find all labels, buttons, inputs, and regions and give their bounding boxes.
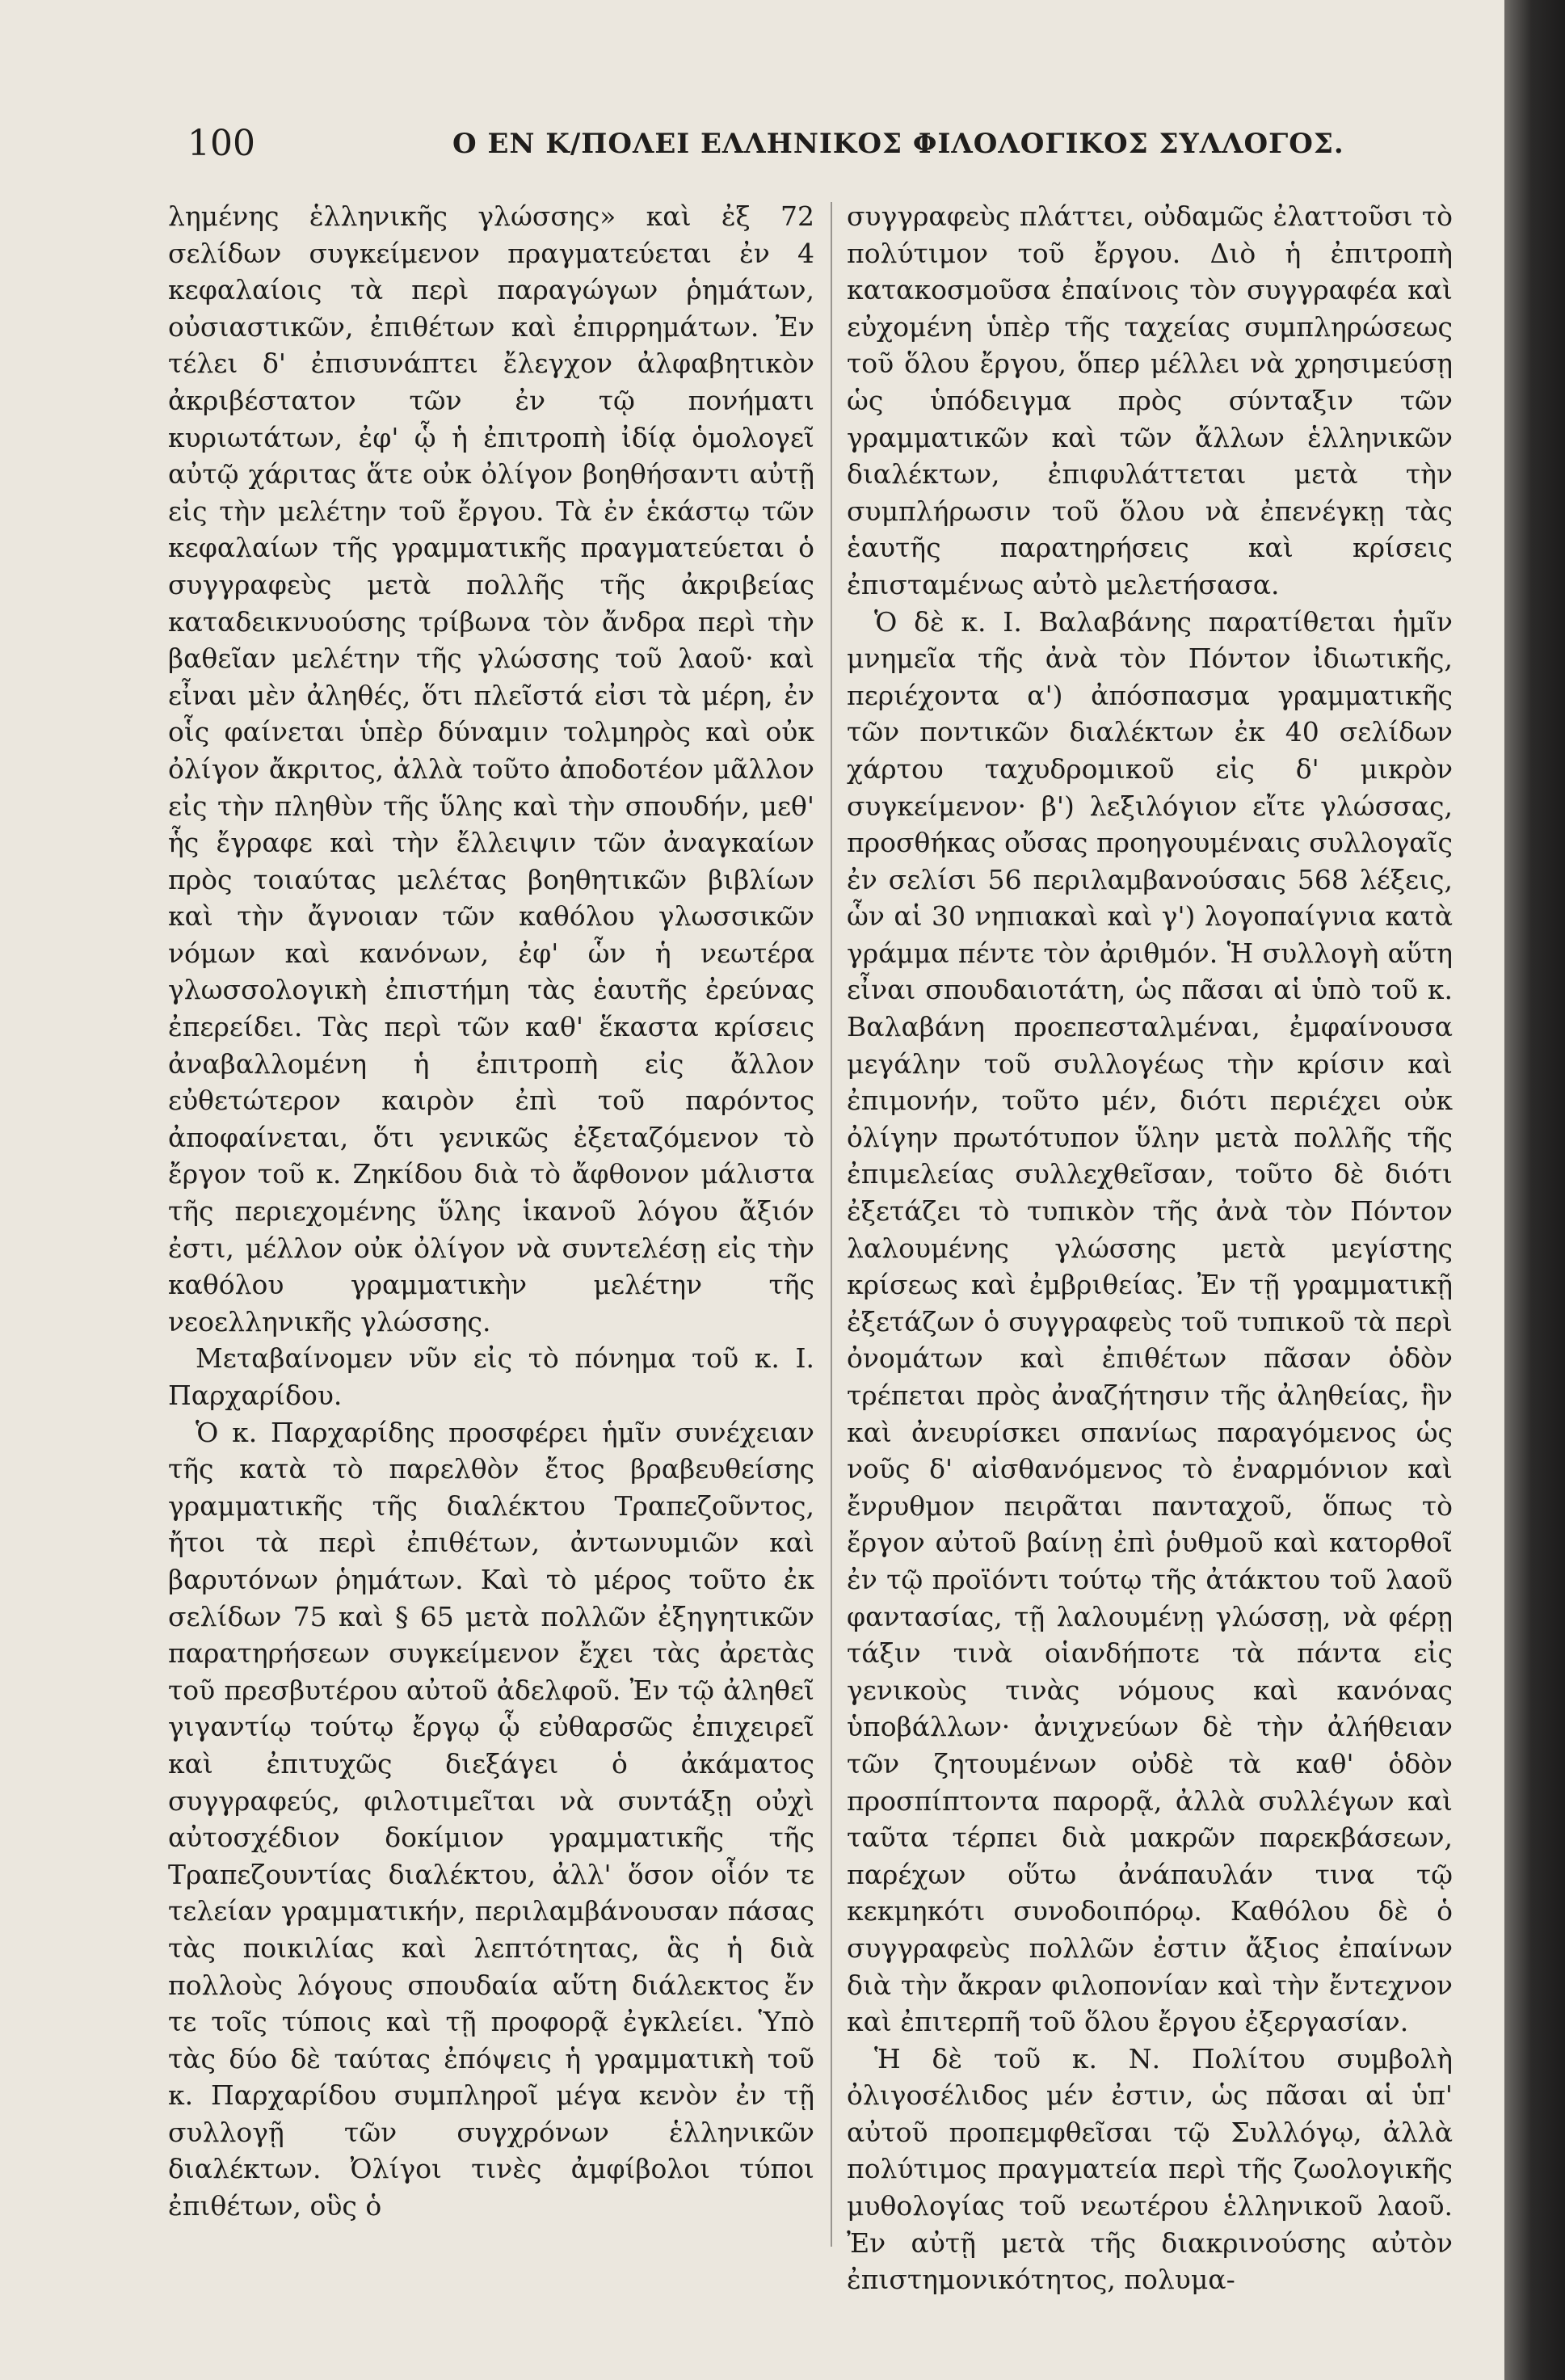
book-spine-shadow xyxy=(1504,0,1565,2380)
right-column xyxy=(847,198,1453,2296)
page-number: 100 xyxy=(187,123,255,164)
page-header xyxy=(0,121,1504,178)
left-paragraph-2: Μεταβαίνομεν νῦν εἰς τὸ πόνημα τοῦ κ. Ι. Παρχαρίδου. xyxy=(168,1342,814,1411)
right-paragraph-1: συγγραφεὺς πλάττει, οὐδαμῶς ἐλαττοῦσι τὸ πολύτιμον τοῦ ἔργου. Διὸ ἡ ἐπιτροπὴ κατακοσμοῦσα ἐπαίνοις τὸν συγγραφέα καὶ εὐχομένη ὑπὲρ τῆς ταχείας συμπληρώσεως τοῦ ὅλου ἔργου, ὅπερ μέλλει νὰ χρησιμεύσῃ ὡς ὑπόδειγμα πρὸς σύνταξιν τῶν γραμματικῶν καὶ τῶν ἄλλων ἑλληνικῶν διαλέκτων, ἐπιφυλάττεται μετὰ τὴν συμπλήρωσιν τοῦ ὅλου νὰ ἐπενέγκῃ τὰς ἑαυτῆς παρατηρήσεις καὶ κρίσεις ἐπισταμένως αὐτὸ μελετήσασα. xyxy=(847,200,1453,600)
right-paragraph-3: Ἡ δὲ τοῦ κ. Ν. Πολίτου συμβολὴ ὀλιγοσέλιδος μέν ἐστιν, ὡς πᾶσαι αἱ ὑπ' αὐτοῦ προπεμφθεῖσαι τῷ Συλλόγῳ, ἀλλὰ πολύτιμος πραγματεία περὶ τῆς ζωολογικῆς μυθολογίας τοῦ νεωτέρου ἑλληνικοῦ λαοῦ. Ἐν αὐτῇ μετὰ τῆς διακρινούσης αὐτὸν ἐπιστημονικότητος, πολυμα- xyxy=(847,2042,1453,2296)
column-divider xyxy=(831,202,832,2247)
left-paragraph-1: λημένης ἑλληνικῆς γλώσσης» καὶ ἐξ 72 σελίδων συγκείμενον πραγματεύεται ἐν 4 κεφαλαίοις τὰ περὶ παραγώγων ῥημάτων, οὐσιαστικῶν, ἐπιθέτων καὶ ἐπιρρημάτων. Ἐν τέλει δ' ἐπισυνάπτει ἔλεγχον ἀλφαβητικὸν ἀκριβέστατον τῶν ἐν τῷ πονήματι κυριωτάτων, ἐφ' ᾧ ἡ ἐπιτροπὴ ἰδίᾳ ὁμολογεῖ αὐτῷ χάριτας ἅτε οὐκ ὀλίγον βοηθήσαντι αὐτῇ εἰς τὴν μελέτην τοῦ ἔργου. Τὰ ἐν ἑκάστῳ τῶν κεφαλαίων τῆς γραμματικῆς πραγματεύεται ὁ συγγραφεὺς μετὰ πολλῆς τῆς ἀκριβείας καταδεικνυούσης τρίβωνα τὸν ἄνδρα περὶ τὴν βαθεῖαν μελέτην τῆς γλώσσης τοῦ λαοῦ· καὶ εἶναι μὲν ἀληθές, ὅτι πλεῖστά εἰσι τὰ μέρη, ἐν οἷς φαίνεται ὑπὲρ δύναμιν τολμηρὸς καὶ οὐκ ὀλίγον ἄκριτος, ἀλλὰ τοῦτο ἀποδοτέον μᾶλλον εἰς τὴν πληθὺν τῆς ὕλης καὶ τὴν σπουδήν, μεθ' ἧς ἔγραφε καὶ τὴν ἔλλειψιν τῶν ἀναγκαίων πρὸς τοιαύτας μελέτας βοηθητικῶν βιβλίων καὶ τὴν ἄγνοιαν τῶν καθόλου γλωσσικῶν νόμων καὶ κανόνων, ἐφ' ὧν ἡ νεωτέρα γλωσσολογικὴ ἐπιστήμη τὰς ἑαυτῆς ἐρεύνας ἐπερείδει. Τὰς περὶ τῶν καθ' ἕκαστα κρίσεις ἀναβαλλομένη ἡ ἐπιτροπὴ εἰς ἄλλον εὐθετώτερον καιρὸν ἐπὶ τοῦ παρόντος ἀποφαίνεται, ὅτι γενικῶς ἐξεταζόμενον τὸ ἔργον τοῦ κ. Ζηκίδου διὰ τὸ ἄφθονον μάλιστα τῆς περιεχομένης ὕλης ἱκανοῦ λόγου ἄξιόν ἐστι, μέλλον οὐκ ὀλίγον νὰ συντελέσῃ εἰς τὴν καθόλου γραμματικὴν μελέτην τῆς νεοελληνικῆς γλώσσης. xyxy=(168,200,814,1337)
left-paragraph-3: Ὁ κ. Παρχαρίδης προσφέρει ἡμῖν συνέχειαν τῆς κατὰ τὸ παρελθὸν ἔτος βραβευθείσης γραμματικῆς τῆς διαλέκτου Τραπεζοῦντος, ἤτοι τὰ περὶ ἐπιθέτων, ἀντωνυμιῶν καὶ βαρυτόνων ῥημάτων. Καὶ τὸ μέρος τοῦτο ἐκ σελίδων 75 καὶ § 65 μετὰ πολλῶν ἐξηγητικῶν παρατηρήσεων συγκείμενον ἔχει τὰς ἀρετὰς τοῦ πρεσβυτέρου αὐτοῦ ἀδελφοῦ. Ἐν τῷ ἀληθεῖ γιγαντίῳ τούτῳ ἔργῳ ᾧ εὐθαρσῶς ἐπιχειρεῖ καὶ ἐπιτυχῶς διεξάγει ὁ ἀκάματος συγγραφεύς, φιλοτιμεῖται νὰ συντάξῃ οὐχὶ αὐτοσχέδιον δοκίμιον γραμματικῆς τῆς Τραπεζουντίας διαλέκτου, ἀλλ' ὅσον οἷόν τε τελείαν γραμματικήν, περιλαμβάνουσαν πάσας τὰς ποικιλίας καὶ λεπτότητας, ἃς ἡ διὰ πολλοὺς λόγους σπουδαία αὕτη διάλεκτος ἔν τε τοῖς τύποις καὶ τῇ προφορᾷ ἐγκλείει. Ὑπὸ τὰς δύο δὲ ταύτας ἐπόψεις ἡ γραμματικὴ τοῦ κ. Παρχαρίδου συμπληροῖ μέγα κενὸν ἐν τῇ συλλογῇ τῶν συγχρόνων ἑλληνικῶν διαλέκτων. Ὀλίγοι τινὲς ἀμφίβολοι τύποι ἐπιθέτων, οὓς ὁ xyxy=(168,1416,814,2222)
running-title: Ο ΕΝ Κ/ΠΟΛΕΙ ΕΛΛΗΝΙΚΟΣ ΦΙΛΟΛΟΓΙΚΟΣ ΣΥΛΛΟΓΟΣ. xyxy=(452,128,1344,160)
left-column xyxy=(168,198,814,2267)
right-paragraph-2: Ὁ δὲ κ. Ι. Βαλαβάνης παρατίθεται ἡμῖν μνημεῖα τῆς ἀνὰ τὸν Πόντον ἰδιωτικῆς, περιέχοντα α') ἀπόσπασμα γραμματικῆς τῶν ποντικῶν διαλέκτων ἐκ 40 σελίδων χάρτου ταχυδρομικοῦ εἰς δ' μικρὸν συγκείμενον· β') λεξιλόγιον εἴτε γλώσσας, προσθήκας οὔσας προηγουμέναις συλλογαῖς ἐν σελίσι 56 περιλαμβανούσαις 568 λέξεις, ὧν αἱ 30 νηπιακαὶ καὶ γ') λογοπαίγνια κατὰ γράμμα πέντε τὸν ἀριθμόν. Ἡ συλλογὴ αὕτη εἶναι σπουδαιοτάτη, ὡς πᾶσαι αἱ ὑπὸ τοῦ κ. Βαλαβάνη προεπεσταλμέναι, ἐμφαίνουσα μεγάλην τοῦ συλλογέως τὴν κρίσιν καὶ ἐπιμονήν, τοῦτο μέν, διότι περιέχει οὐκ ὀλίγην πρωτότυπον ὕλην μετὰ πολλῆς τῆς ἐπιμελείας συλλεχθεῖσαν, τοῦτο δὲ διότι ἐξετάζει τὸ τυπικὸν τῆς ἀνὰ τὸν Πόντον λαλουμένης γλώσσης μετὰ μεγίστης κρίσεως καὶ ἐμβριθείας. Ἐν τῇ γραμματικῇ ἐξετάζων ὁ συγγραφεὺς τοῦ τυπικοῦ τὰ περὶ ὀνομάτων καὶ ἐπιθέτων πᾶσαν ὁδὸν τρέπεται πρὸς ἀναζήτησιν τῆς ἀληθείας, ἣν καὶ ἀνευρίσκει σπανίως παραγόμενος ὡς νοῦς δ' αἰσθανόμενος τὸ ἐναρμόνιον καὶ ἔνρυθμον πειρᾶται πανταχοῦ, ὅπως τὸ ἔργον αὐτοῦ βαίνῃ ἐπὶ ῥυθμοῦ καὶ κατορθοῖ ἐν τῷ προϊόντι τούτῳ τῆς ἀτάκτου τοῦ λαοῦ φαντασίας, τῇ λαλουμένῃ γλώσσῃ, νὰ φέρῃ τάξιν τινὰ οἱανδήποτε τὰ πάντα εἰς γενικοὺς τινὰς νόμους καὶ κανόνας ὑποβάλλων· ἀνιχνεύων δὲ τὴν ἀλήθειαν τῶν ζητουμένων οὐδὲ τὰ καθ' ὁδὸν προσπίπτοντα παρορᾷ, ἀλλὰ συλλέγων καὶ ταῦτα τέρπει διὰ μακρῶν παρεκβάσεων, παρέχων οὕτω ἀνάπαυλάν τινα τῷ κεκμηκότι συνοδοιπόρῳ. Καθόλου δὲ ὁ συγγραφεὺς πολλῶν ἐστιν ἄξιος ἐπαίνων διὰ τὴν ἄκραν φιλοπονίαν καὶ τὴν ἔντεχνον καὶ ἐπιτερπῆ τοῦ ὅλου ἔργου ἐξεργασίαν. xyxy=(847,605,1453,2038)
